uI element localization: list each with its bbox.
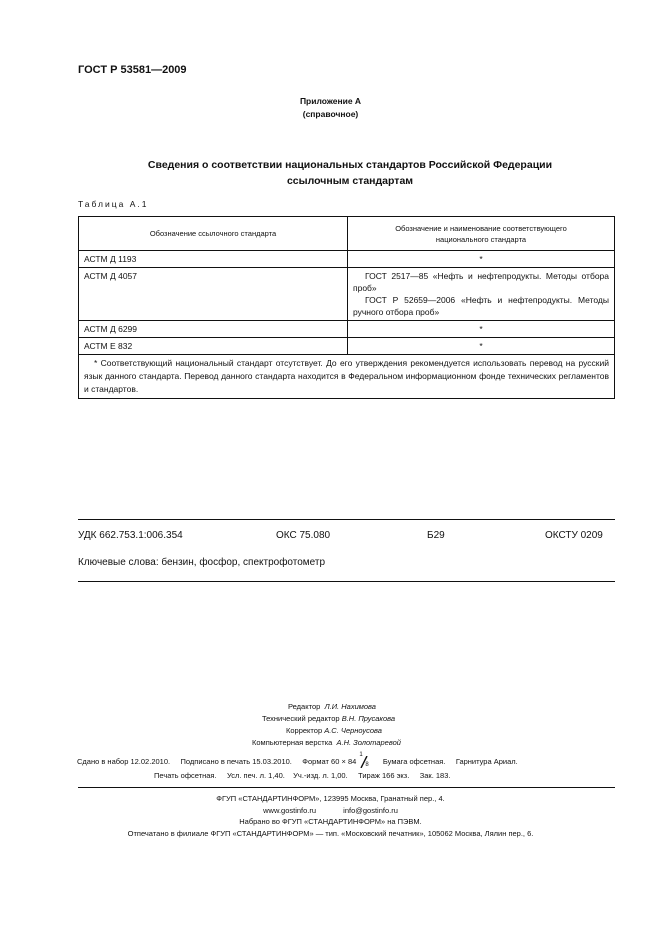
national-cell [348, 268, 615, 321]
credit-name: А.Н. Золотаревой [336, 738, 401, 747]
publisher-site: www.gostinfo.ru [263, 806, 317, 815]
credit-name: А.С. Черноусова [324, 726, 382, 735]
keywords: Ключевые слова: бензин, фосфор, спектрофотометр [78, 557, 326, 568]
imprint-paper: Бумага офсетная. [382, 757, 446, 766]
credit-editor [288, 702, 376, 711]
table-footnote-row [79, 355, 615, 399]
appendix-title: Приложение А [299, 96, 362, 106]
credit-role: Редактор [288, 702, 321, 711]
imprint-signed: Подписано в печать 15.03.2010. [180, 757, 292, 766]
credit-layout [252, 738, 401, 747]
table-header-row [79, 217, 615, 251]
document-heading [100, 157, 600, 189]
credit-proofreader [286, 726, 382, 735]
credit-tech-editor [262, 714, 395, 723]
okstu-code: ОКСТУ 0209 [545, 530, 603, 541]
publisher-printed: Отпечатано в филиале ФГУП «СТАНДАРТИНФОРМ» — тип. «Московский печатник», 105062 Москва, Лялин пер., 6. [127, 829, 534, 838]
fraction-numerator: 1 [359, 752, 363, 759]
credit-role: Технический редактор [262, 714, 340, 723]
reference-cell: АСТМ Д 4057 [79, 268, 348, 321]
credit-name: Л.И. Нахимова [324, 702, 376, 711]
classification-top-rule [78, 519, 615, 520]
format-value: 84 [347, 757, 357, 766]
credit-role: Компьютерная верстка [252, 738, 333, 747]
reference-cell: АСТМ Е 832 [79, 338, 348, 355]
reference-table [78, 216, 615, 399]
group-code: Б29 [427, 530, 445, 541]
imprint-print: Печать офсетная. [154, 771, 217, 780]
imprint-line-2 [154, 771, 450, 780]
publisher-address: ФГУП «СТАНДАРТИНФОРМ», 123995 Москва, Гранатный пер., 4. [216, 794, 445, 803]
national-cell: * [348, 338, 615, 355]
table-caption: Таблица А.1 [78, 199, 149, 209]
oks-code: ОКС 75.080 [276, 530, 331, 541]
table-footnote: * Соответствующий национальный стандарт отсутствует. До его утверждения рекомендуется использовать перевод на русский язык данного стандарта. Перевод данного стандарта находится в Федеральном информационном фонде технических регламентов и стандартов. [79, 355, 615, 399]
imprint-submitted: Сдано в набор 12.02.2010. [77, 757, 171, 766]
national-cell: * [348, 251, 615, 268]
imprint-format [302, 752, 372, 769]
header-col-national-line-2: национального стандарта [435, 234, 527, 244]
imprint-sheets-conv: Усл. печ. л. 1,40. [226, 771, 285, 780]
imprint-line-1 [77, 752, 518, 769]
fraction-denominator: 8 [365, 762, 369, 769]
udk-code: УДК 662.753.1:006.354 [78, 530, 183, 541]
table-row [79, 321, 615, 338]
appendix-subtitle: (справочное) [302, 109, 359, 119]
national-standard-b: ГОСТ Р 52659—2006 «Нефть и нефтепродукты. Методы ручного отбора проб» [353, 295, 609, 317]
publisher-typeset: Набрано во ФГУП «СТАНДАРТИНФОРМ» на ПЭВМ. [239, 817, 422, 826]
imprint-typeface: Гарнитура Ариал. [455, 757, 518, 766]
format-fraction [358, 752, 370, 769]
publisher-contacts [0, 806, 661, 815]
table-row [79, 338, 615, 355]
table-row [79, 268, 615, 321]
imprint-run: Тираж 166 экз. [358, 771, 410, 780]
reference-cell: АСТМ Д 1193 [79, 251, 348, 268]
table-row [79, 251, 615, 268]
heading-line-2: ссылочным стандартам [286, 175, 414, 187]
header-col-reference: Обозначение ссылочного стандарта [79, 217, 348, 251]
publisher-email: info@gostinfo.ru [343, 806, 398, 815]
standard-code: ГОСТ Р 53581—2009 [78, 64, 187, 76]
national-standard-a: ГОСТ 2517—85 «Нефть и нефтепродукты. Методы отбора проб» [353, 271, 609, 293]
format-prefix: Формат 60 [302, 757, 340, 766]
imprint-bottom-rule [78, 787, 615, 788]
header-col-national [348, 217, 615, 251]
heading-line-1: Сведения о соответствии национальных стандартов Российской Федерации [147, 159, 553, 171]
credit-role: Корректор [286, 726, 323, 735]
format-times: × [341, 757, 346, 766]
imprint-order: Зак. 183. [419, 771, 451, 780]
national-cell: * [348, 321, 615, 338]
keywords-bottom-rule [78, 581, 615, 582]
reference-cell: АСТМ Д 6299 [79, 321, 348, 338]
imprint-sheets-pub: Уч.-изд. л. 1,00. [293, 771, 348, 780]
header-col-national-line-1: Обозначение и наименование соответствующего [395, 223, 567, 233]
credit-name: В.Н. Прусакова [341, 714, 396, 723]
